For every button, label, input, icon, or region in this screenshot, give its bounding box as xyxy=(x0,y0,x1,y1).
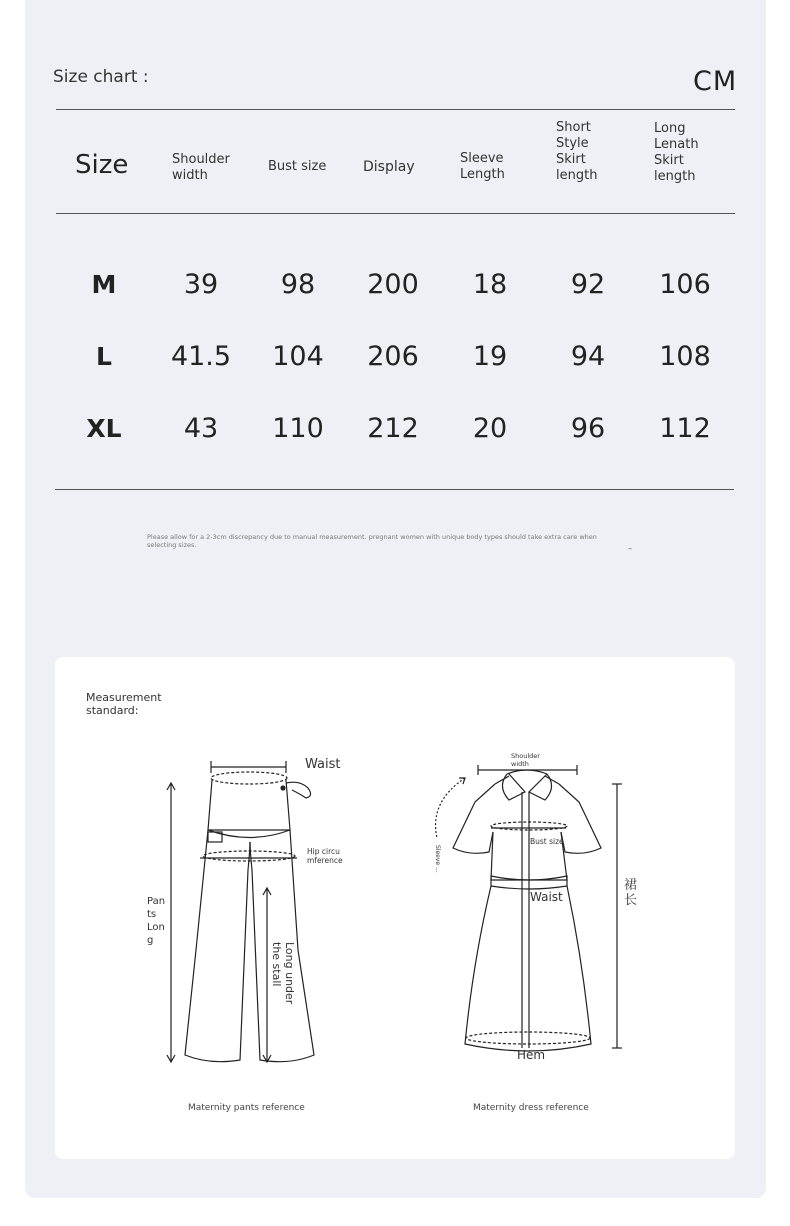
dress-caption: Maternity dress reference xyxy=(473,1103,589,1113)
table-cell: 200 xyxy=(367,269,419,300)
measurement-note: Please allow for a 2-3cm discrepancy due to manual measurement. pregnant women with unique body types should take extra care when selecting sizes. xyxy=(147,533,597,549)
dress-waist-label: Waist xyxy=(530,890,563,904)
dress-length-label: 裙长 xyxy=(624,878,638,908)
dress-shoulder-label: Shoulder width xyxy=(511,752,540,768)
pants-caption: Maternity pants reference xyxy=(188,1103,305,1113)
header-sleeve-length: Sleeve Length xyxy=(460,151,505,182)
table-bottom-rule xyxy=(55,489,734,490)
table-cell: 39 xyxy=(183,269,219,300)
size-chart-title: Size chart : xyxy=(53,67,149,87)
row-label-l: L xyxy=(96,342,112,371)
table-cell: 20 xyxy=(472,413,508,444)
table-cell: 41.5 xyxy=(170,341,232,372)
table-cell: 92 xyxy=(570,269,606,300)
maternity-dress-illustration xyxy=(425,762,645,1062)
table-cell: 108 xyxy=(659,341,711,372)
header-long-skirt-length: Long Lenath Skirt length xyxy=(654,121,699,184)
table-cell: 110 xyxy=(272,413,324,444)
note-mark: – xyxy=(628,544,632,553)
pants-waist-label: Waist xyxy=(305,757,341,772)
table-cell: 112 xyxy=(659,413,711,444)
header-short-skirt-length: Short Style Skirt length xyxy=(556,120,598,183)
table-cell: 98 xyxy=(280,269,316,300)
pants-inseam-label: Long under the stall xyxy=(270,942,296,1005)
header-shoulder-width: Shoulder width xyxy=(172,152,230,183)
dress-hem-label: Hem xyxy=(517,1048,546,1062)
table-cell: 18 xyxy=(472,269,508,300)
table-cell: 94 xyxy=(570,341,606,372)
table-cell: 19 xyxy=(472,341,508,372)
table-header-rule xyxy=(56,213,735,214)
table-cell: 104 xyxy=(272,341,324,372)
table-top-rule xyxy=(56,109,735,110)
table-cell: 96 xyxy=(570,413,606,444)
dress-bust-label: Bust size xyxy=(530,837,564,846)
maternity-pants-illustration xyxy=(140,750,340,1070)
header-display: Display xyxy=(363,159,415,175)
pants-long-label: Pan ts Lon g xyxy=(147,896,166,946)
unit-label: CM xyxy=(693,66,738,97)
table-cell: 212 xyxy=(367,413,419,444)
table-cell: 43 xyxy=(183,413,219,444)
table-cell: 106 xyxy=(659,269,711,300)
header-bust-size: Bust size xyxy=(268,159,327,174)
pants-hip-label: Hip circu mference xyxy=(307,847,343,865)
header-size: Size xyxy=(75,150,129,180)
table-cell: 206 xyxy=(367,341,419,372)
measurement-title: Measurement standard: xyxy=(86,691,162,717)
dress-sleeve-label: Sleeve ... xyxy=(434,845,441,873)
row-label-xl: XL xyxy=(86,414,122,443)
row-label-m: M xyxy=(91,270,117,299)
